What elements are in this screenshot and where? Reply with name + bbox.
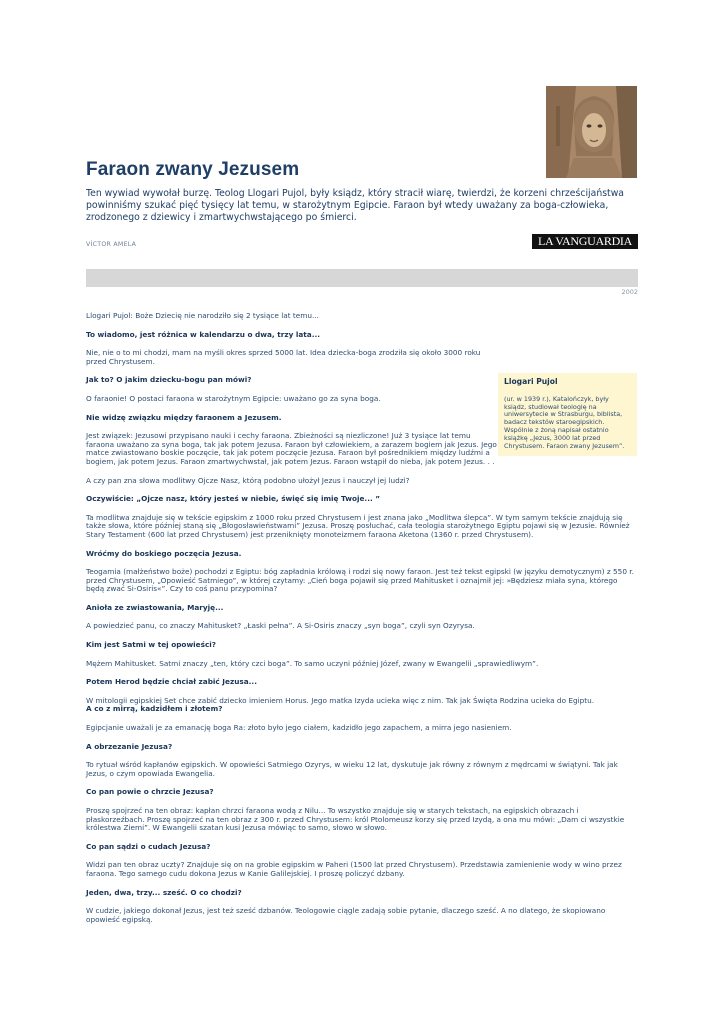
question-paragraph: Co pan powie o chrzcie Jezusa? — [86, 787, 214, 797]
answer-paragraph: Ta modlitwa znajduje się w tekście egipskim z 1000 roku przed Chrystusem i jest znana jako „Modlitwa ślepca”. W tym samym tekście znajdują się także słowa, które później staną się „Błogosławieństwami” Jezusa. Proszę posłuchać, cała teologia starożytnego Egiptu pojawi się w Jezusie. Również Stary Testament (600 lat przed Chrystusem) jest przeniknięty monoteizmem faraona Aketona (1360 r. przed Chrystusem). — [86, 512, 630, 539]
answer-paragraph: Proszę spojrzeć na ten obraz: kapłan chrzci faraona wodą z Nilu... To wszystko znajduje się w starych tekstach, na egipskich obrazach i płaskorzeźbach. Proszę spojrzeć na ten obraz z 300 r. przed Chrystusem: król Ptolomeusz korzy się przed Izydą, a ona mu mówi: „Dam ci wszystkie królestwa Ziemi”. W Ewangelii szatan kusi Jezusa mówiąc to samo, słowo w słowo. — [86, 806, 625, 833]
answer-paragraph: Nie, nie o to mi chodzi, mam na myśli okres sprzed 5000 lat. Idea dziecka-boga zrodziła się około 3000 roku przed Chrystusem. — [86, 348, 481, 366]
answer-paragraph: A czy pan zna słowa modlitwy Ojcze Nasz, którą podobno ułożył Jezus i nauczył jej ludzi? — [86, 475, 410, 485]
question-paragraph: Oczywiście: „Ojcze nasz, który jesteś w niebie, święć się imię Twoje... ” — [86, 494, 381, 504]
answer-paragraph: Teogamia (małżeństwo boże) pochodzi z Egiptu: bóg zapładnia królową i rodzi się nowy faraon. Jest też tekst egipski (w języku demotycznym) z 550 r. przed Chrystusem, „Opowieść Satmiego”, w której czytamy: „Cień boga pojawił się przed Mahitusket i oznajmił jej: »Będziesz miała syna, którego będą zwać Si-Osiris«”. Czy to coś panu przypomina? — [86, 567, 634, 594]
question-paragraph: Anioła ze zwiastowania, Maryję... — [86, 602, 224, 612]
publication-year: 2002 — [621, 288, 638, 296]
la-vanguardia-logo: LA VANGUARDIA — [532, 234, 638, 249]
question-paragraph: Kim jest Satmi w tej opowieści? — [86, 640, 217, 650]
hathor-relief-image — [546, 86, 637, 178]
question-paragraph: Co pan sądzi o cudach Jezusa? — [86, 841, 211, 851]
question-paragraph: Jeden, dwa, trzy... sześć. O co chodzi? — [86, 887, 242, 897]
header-divider-bar — [86, 269, 638, 287]
answer-paragraph: Egipcjanie uważali je za emanację boga Ra: złoto było jego ciałem, kadzidło jego zapachem, a mirra jego nasieniem. — [86, 723, 512, 733]
author-byline: VÍCTOR AMELA — [86, 241, 137, 248]
question-paragraph: Jak to? O jakim dziecku-bogu pan mówi? — [86, 375, 252, 385]
answer-paragraph: Llogari Pujol: Boże Dziecię nie narodziło się 2 tysiące lat temu... — [86, 311, 319, 320]
question-paragraph: To wiadomo, jest różnica w kalendarzu o dwa, trzy lata... — [86, 329, 321, 339]
article-intro: Ten wywiad wywołał burzę. Teolog Llogari Pujol, były ksiądz, który stracił wiarę, twierdzi, że korzeni chrześcijaństwa powinniśmy szukać pięć tysięcy lat temu, w starożytnym Egipcie. Faraon był wtedy uważany za boga-człowieka, zrodzonego z dziewicy i zmartwychwstającego po śmierci. — [86, 188, 625, 223]
answer-paragraph: W mitologii egipskiej Set chce zabić dziecko imieniem Horus. Jego matka Izyda ucieka więc z nim. Tak jak Święta Rodzina ucieka do Egiptu. — [86, 695, 595, 705]
answer-paragraph: A powiedzieć panu, co znaczy Mahitusket? „Łaski pełna”. A Si-Osiris znaczy „syn boga”, czyli syn Ozyrysa. — [86, 621, 475, 631]
question-paragraph: A co z mirrą, kadzidłem i złotem? — [86, 704, 223, 714]
answer-paragraph: Widzi pan ten obraz uczty? Znajduje się on na grobie egipskim w Paheri (1500 lat przed Chrystusem). Przedstawia zamienienie wody w wino przez faraona. Tego samego cudu dokona Jezus w Kanie Galilejskiej. I proszę policzyć dzbany. — [86, 860, 622, 878]
question-paragraph: Nie widzę związku między faraonem a Jezusem. — [86, 412, 282, 422]
answer-paragraph: To rytuał wśród kapłanów egipskich. W opowieści Satmiego Ozyrys, w wieku 12 lat, dyskutuje jak równy z równym z mędrcami w świątyni. Tak jak Jezus, o czym opowiada Ewangelia. — [86, 760, 618, 778]
sidebar-title: Llogari Pujol — [504, 377, 558, 386]
question-paragraph: Wróćmy do boskiego poczęcia Jezusa. — [86, 548, 242, 558]
bio-sidebar-box — [498, 373, 637, 456]
sidebar-bio-text: (ur. w 1939 r.), Katalończyk, były ksiądz, studiował teologię na uniwersytecie w Strasburgu, biblista, badacz tekstów staroegipskich. Wspólnie z żoną napisał ostatnio książkę „Jezus, 3000 lat przed Chrystusem. Faraon zwany Jezusem”. — [504, 394, 625, 450]
answer-paragraph: W cudzie, jakiego dokonał Jezus, jest też sześć dzbanów. Teologowie ciągle zadają sobie pytanie, dlaczego sześć. A no dlatego, że skopiowano opowieść egipską. — [86, 906, 606, 924]
answer-paragraph: Jest związek: Jezusowi przypisano nauki i cechy faraona. Zbieżności są niezliczone! Już 3 tysiące lat temu faraona uważano za syna boga, tak jak potem Jezusa. Faraon był człowiekiem, a zarazem bogiem jak Jezus. Jego matce zwiastowano boskie poczęcie, tak jak potem poczęcie Jezusa. Faraon był pośrednikiem między ludźmi a bogiem, jak potem Jezus. Faraon zmartwychwstał, jak potem Jezus. Faraon wstąpił do nieba, jak potem Jezus. . . — [86, 431, 497, 466]
question-paragraph: Potem Herod będzie chciał zabić Jezusa... — [86, 677, 257, 687]
question-paragraph: A obrzezanie Jezusa? — [86, 741, 173, 751]
answer-paragraph: Mężem Mahitusket. Satmi znaczy „ten, który czci boga”. To samo uczyni później Józef, zwany w Ewangelii „sprawiedliwym”. — [86, 658, 539, 668]
answer-paragraph: O faraonie! O postaci faraona w starożytnym Egipcie: uważano go za syna boga. — [86, 393, 381, 403]
article-title: Faraon zwany Jezusem — [86, 159, 300, 180]
